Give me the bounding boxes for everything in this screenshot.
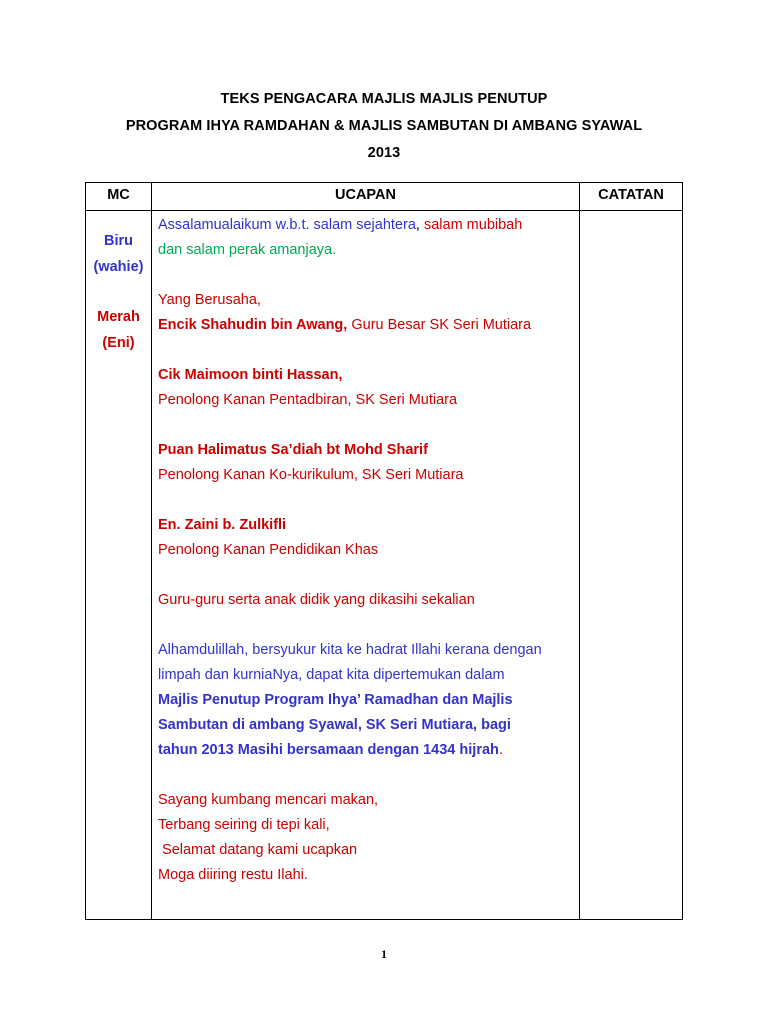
- person-1-name: Encik Shahudin bin Awang,: [158, 317, 348, 333]
- mc-blue-person: (wahie): [93, 259, 144, 275]
- mc-script-table: [85, 182, 683, 920]
- mc-red-name: Merah: [97, 309, 140, 325]
- mc-cell: [86, 211, 152, 920]
- mc-blue-name: Biru: [104, 233, 133, 249]
- pantun-line-2: Terbang seiring di tepi kali,: [158, 817, 330, 833]
- title-line-3: 2013: [367, 145, 401, 161]
- mc-red-person: (Eni): [102, 335, 135, 351]
- paragraph-end: .: [498, 742, 503, 758]
- person-2-role: Penolong Kanan Pentadbiran, SK Seri Mutiara: [158, 392, 458, 408]
- greeting-red: salam mubibah: [419, 217, 523, 233]
- page-number: 1: [381, 947, 387, 961]
- greeting-green: dan salam perak amanjaya.: [158, 242, 337, 258]
- table-row: [86, 211, 683, 920]
- header-ucapan: UCAPAN: [152, 183, 580, 211]
- greeting-comma: ,: [415, 217, 420, 233]
- ucapan-cell: [152, 211, 580, 920]
- catatan-cell: [580, 211, 683, 920]
- greeting-line-1: [158, 213, 573, 238]
- document-title: [0, 86, 768, 167]
- paragraph-line-1: Alhamdulillah, bersyukur kita ke hadrat Illahi kerana dengan: [158, 642, 542, 658]
- header-catatan: CATATAN: [580, 183, 683, 211]
- paragraph-bold-1: Majlis Penutup Program Ihya’ Ramadhan dan Majlis: [158, 692, 513, 708]
- title-line-2: PROGRAM IHYA RAMDAHAN & MAJLIS SAMBUTAN DI AMBANG SYAWAL: [125, 118, 643, 134]
- yang-berusaha: Yang Berusaha,: [158, 292, 261, 308]
- person-1: [158, 313, 573, 338]
- title-line-1: TEKS PENGACARA MAJLIS MAJLIS PENUTUP: [220, 91, 548, 107]
- person-3-name: Puan Halimatus Sa’diah bt Mohd Sharif: [158, 442, 428, 458]
- person-4-name: En. Zaini b. Zulkifli: [158, 517, 287, 533]
- greeting-blue: Assalamualaikum w.b.t. salam sejahtera: [158, 217, 416, 233]
- person-2-name: Cik Maimoon binti Hassan,: [158, 367, 343, 383]
- table-header-row: [86, 183, 683, 211]
- header-mc: MC: [86, 183, 152, 211]
- paragraph-bold-3: tahun 2013 Masihi bersamaan dengan 1434 hijrah: [158, 742, 499, 758]
- pantun-line-4: Moga diiring restu Ilahi.: [158, 867, 308, 883]
- mc-red-group: [86, 304, 151, 356]
- paragraph-bold-3-line: [158, 738, 573, 763]
- pantun-line-3: Selamat datang kami ucapkan: [158, 842, 358, 858]
- audience-line: Guru-guru serta anak didik yang dikasihi sekalian: [158, 592, 475, 608]
- person-1-role: Guru Besar SK Seri Mutiara: [347, 317, 532, 333]
- paragraph-line-2: limpah dan kurniaNya, dapat kita dipertemukan dalam: [158, 667, 505, 683]
- mc-blue-group: [86, 228, 151, 280]
- pantun-line-1: Sayang kumbang mencari makan,: [158, 792, 379, 808]
- paragraph-bold-2: Sambutan di ambang Syawal, SK Seri Mutiara, bagi: [158, 717, 511, 733]
- person-3-role: Penolong Kanan Ko-kurikulum, SK Seri Mutiara: [158, 467, 464, 483]
- person-4-role: Penolong Kanan Pendidikan Khas: [158, 542, 379, 558]
